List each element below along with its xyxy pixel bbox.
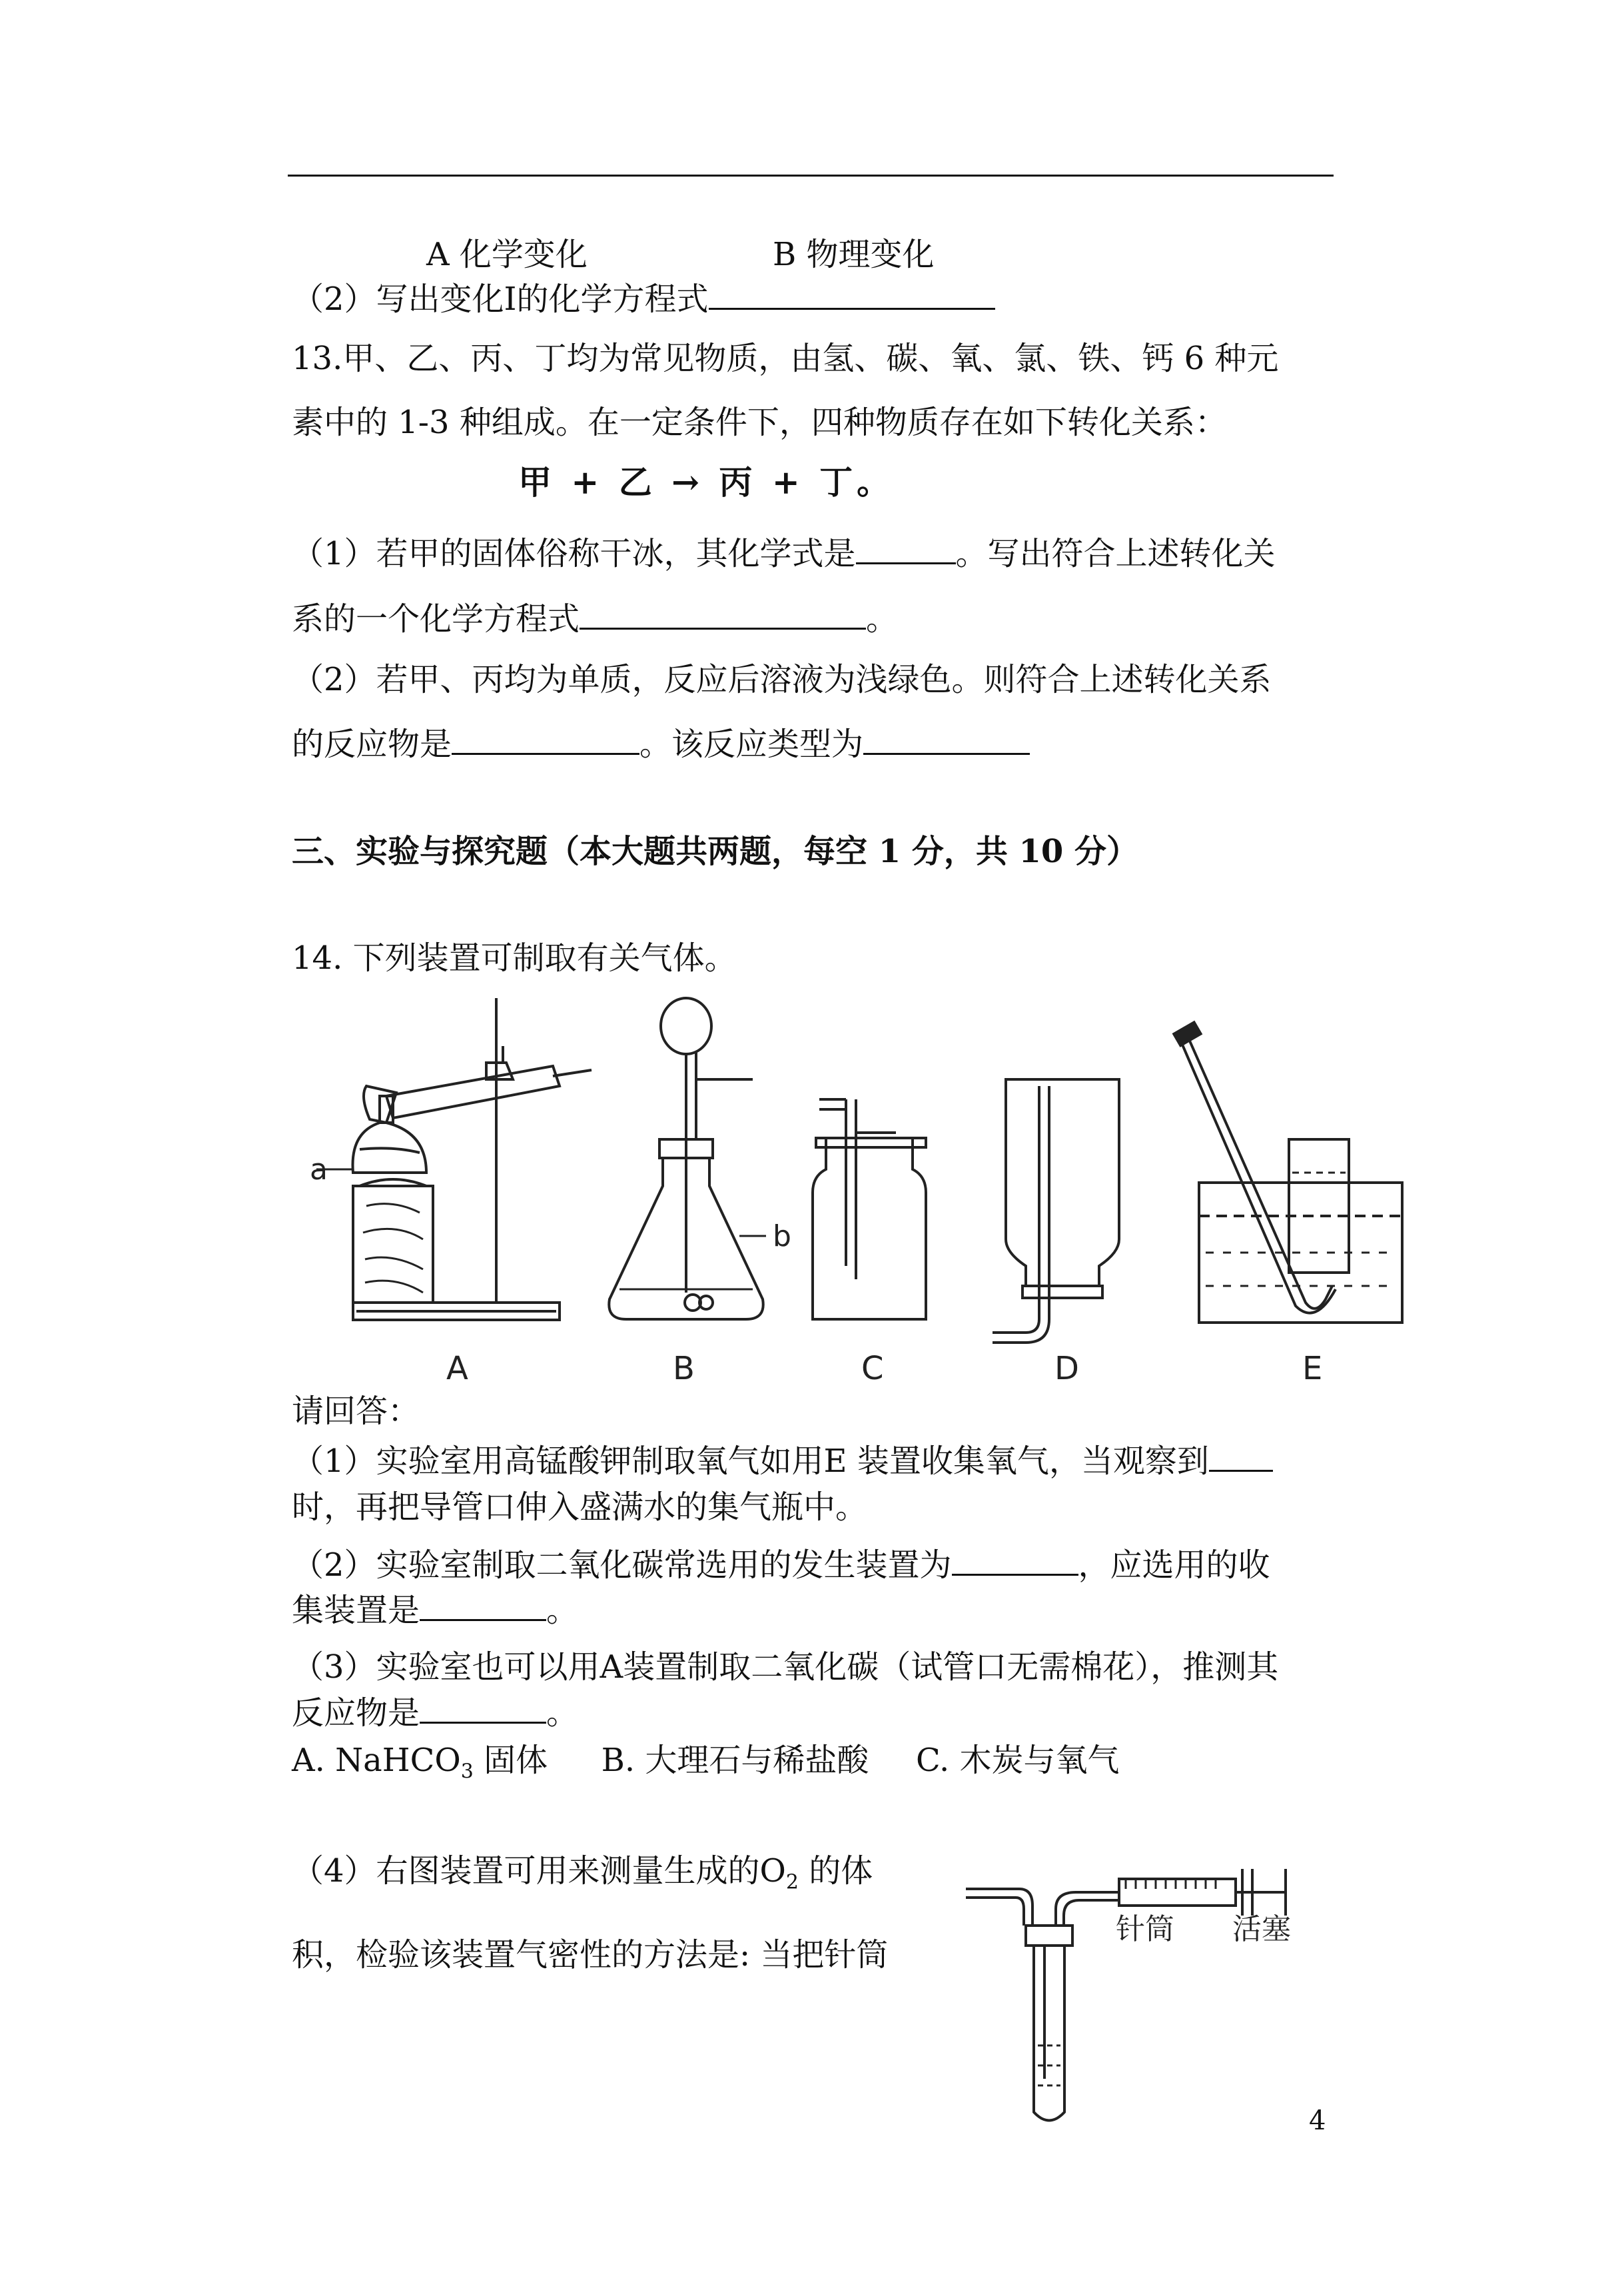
answer-blank[interactable] [420,1692,546,1724]
answer-blank[interactable] [452,724,639,755]
q14-sub3-choices [292,1740,1120,1792]
q14-sub2-text-d: 。 [546,1592,579,1629]
q14-sub3-text-a: 反应物是 [292,1694,420,1732]
q13-equation: 甲 + 乙 → 丙 + 丁。 [518,462,895,502]
figure-label-b: B [673,1350,695,1387]
header-rule [288,175,1334,177]
q14-sub1-text: （1）实验室用高锰酸钾制取氧气如用E 装置收集氧气，当观察到 [292,1442,1209,1480]
apparatus-figure [286,986,1432,1386]
apparatus-b [609,998,766,1319]
q13-sub2-line2 [292,724,1030,764]
q14-sub2-text-c: 集装置是 [292,1592,420,1629]
q13-sub1-text-a: （1）若甲的固体俗称干冰，其化学式是 [292,535,856,572]
page-number: 4 [1309,2105,1326,2136]
q14-sub4-line1: （4）右图装置可用来测量生成的$O_2$ 的体 [292,1852,873,1894]
figure-label-a: A [446,1350,468,1387]
q13-sub1-text-b: 。写出符合上述转化关 [955,535,1276,572]
plunger-label: 活塞 [1232,1912,1291,1946]
syringe-label: 针筒 [1116,1912,1174,1946]
q14-sub1-line1 [292,1440,1273,1481]
q14-sub4-line2: 积，检验该装置气密性的方法是: 当把针筒 [292,1936,889,1974]
q14-sub2-line2 [292,1590,578,1630]
choice-b: B. 大理石与稀盐酸 [601,1742,869,1779]
q14-sub2-line1 [292,1544,1270,1585]
q12-sub2 [292,279,995,319]
figure-label-e: E [1302,1350,1323,1387]
q13-sub1-text-d: 。 [866,600,899,638]
syringe-figure [959,1852,1332,2132]
q13-sub2-text-a: 的反应物是 [292,726,452,763]
answer-blank[interactable] [709,279,995,310]
part-b-label: b [773,1219,791,1253]
q12-option-a: A 化学变化 [426,236,588,273]
answer-blank[interactable] [863,724,1030,755]
answer-blank[interactable] [952,1544,1078,1576]
q14-sub3-line2 [292,1692,578,1733]
figure-label-c: C [861,1350,884,1387]
q14-sub1-line2: 时，再把导管口伸入盛满水的集气瓶中。 [292,1488,868,1526]
q12-sub2-text: （2）写出变化Ⅰ的化学方程式 [292,281,709,318]
q14-sub3-text-b: 。 [546,1694,579,1732]
answer-blank[interactable] [580,598,866,630]
q13-stem-line2: 素中的 1-3 种组成。在一定条件下，四种物质存在如下转化关系： [292,404,1227,441]
figure-label-d: D [1054,1350,1079,1387]
q13-sub1-line2 [292,598,898,639]
apparatus-d [993,1079,1119,1343]
apparatus-c [813,1099,926,1319]
q14-sub2-text-b: ，应选用的收 [1078,1546,1270,1584]
q13-sub1-text-c: 系的一个化学方程式 [292,600,580,638]
q14-sub3-line1: （3）实验室也可以用A装置制取二氧化碳（试管口无需棉花），推测其 [292,1648,1279,1686]
choice-c: C. 木炭与氧气 [915,1742,1120,1779]
apparatus-a [316,998,592,1320]
q14-prompt: 请回答： [292,1393,420,1430]
q13-sub1-line1 [292,533,1276,574]
part-a-label: a [310,1153,328,1187]
answer-blank[interactable] [420,1590,546,1621]
q13-stem-line1: 13.甲、乙、丙、丁均为常见物质，由氢、碳、氧、氯、铁、钙 6 种元 [292,340,1279,377]
q14-stem: 14. 下列装置可制取有关气体。 [292,939,737,977]
apparatus-e [1174,1022,1402,1323]
q13-sub2-line1: （2）若甲、丙均为单质，反应后溶液为浅绿色。则符合上述转化关系 [292,661,1272,698]
q13-sub2-text-b: 。该反应类型为 [639,726,864,763]
answer-blank[interactable] [1209,1440,1273,1472]
q12-option-b: B 物理变化 [773,236,935,273]
answer-blank[interactable] [856,533,956,564]
q14-sub2-text-a: （2）实验室制取二氧化碳常选用的发生装置为 [292,1546,952,1584]
section3-title: 三、实验与探究题（本大题共两题，每空 1 分，共 10 分） [292,833,1139,870]
choice-a: A. NaHCO$_3$ 固体 [292,1742,548,1784]
